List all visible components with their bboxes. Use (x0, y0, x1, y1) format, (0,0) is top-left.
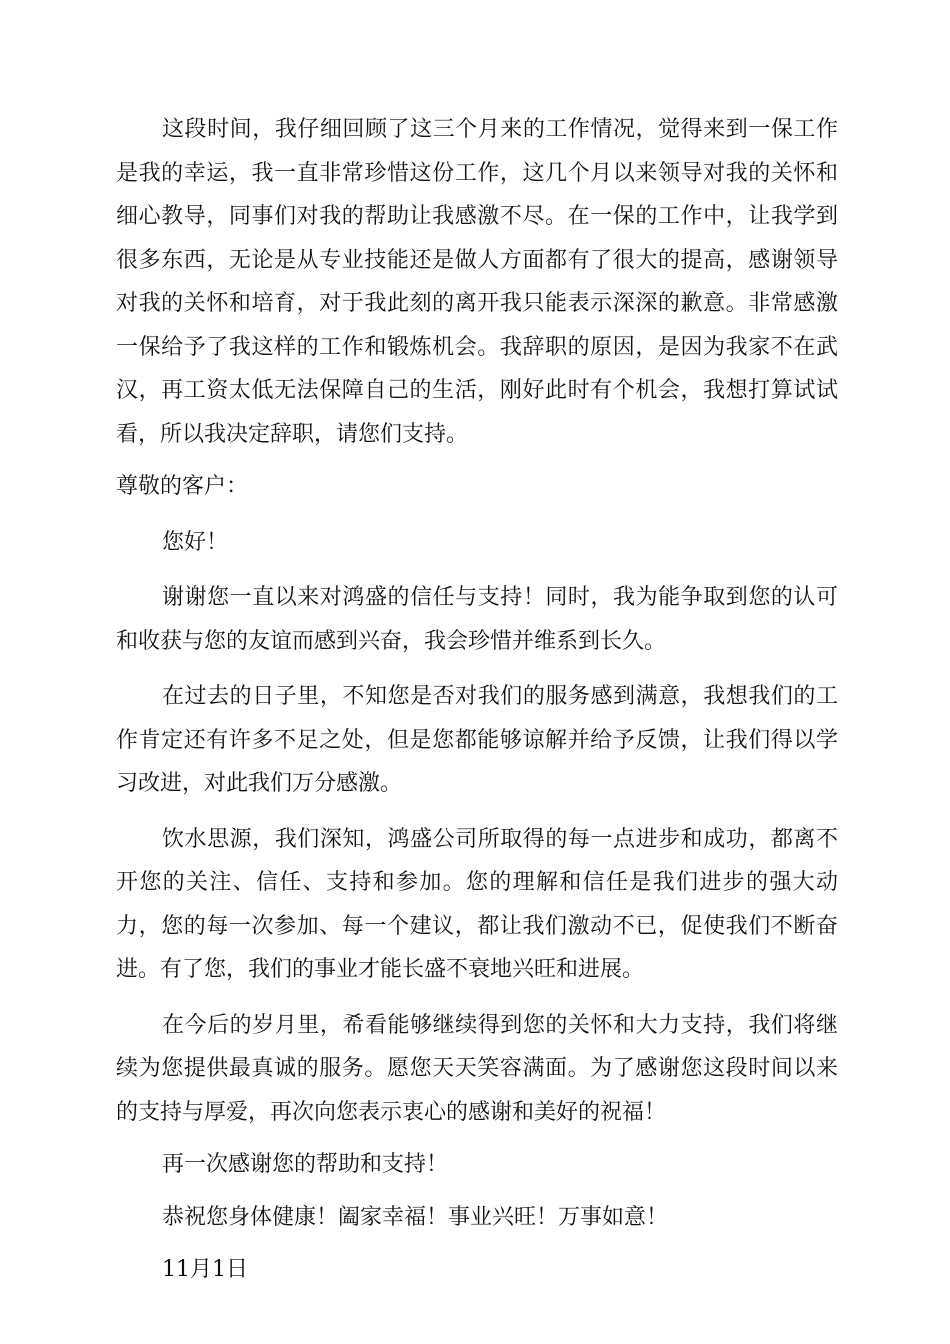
thanks-again-line: 再一次感谢您的帮助和支持！ (162, 1152, 449, 1177)
wishes-line: 恭祝您身体健康！阖家幸福！事业兴旺！万事如意！ (162, 1204, 669, 1230)
date-line: 11月1日 (162, 1257, 248, 1282)
thanks-paragraph: 谢谢您一直以来对鸿盛的信任与支持！同时，我为能争取到您的认可和收获与您的友谊而感到兴奋，我会珍惜并维系到长久。 (116, 585, 838, 654)
salutation: 尊敬的客户： (116, 474, 249, 499)
document-body (116, 108, 838, 1292)
future-paragraph: 在今后的岁月里，希看能够继续得到您的关怀和大力支持，我们将继续为您提供最真诚的服务。愿您天天笑容满面。为了感谢您这段时间以来的支持与厚爱，再次向您表示衷心的感谢和美好的祝福！ (116, 1012, 838, 1125)
greeting: 您好！ (162, 529, 229, 555)
past-paragraph: 在过去的日子里，不知您是否对我们的服务感到满意，我想我们的工作肯定还有许多不足之处，但是您都能够谅解并给予反馈，让我们得以学习改进，对此我们万分感激。 (116, 684, 838, 796)
resignation-paragraph: 这段时间，我仔细回顾了这三个月来的工作情况，觉得来到一保工作是我的幸运，我一直非常珍惜这份工作，这几个月以来领导对我的关怀和细心教导，同事们对我的帮助让我感激不尽。在一保的工作中，让我学到很多东西，无论是从专业技能还是做人方面都有了很大的提高，感谢领导对我的关怀和培育，对于我此刻的离开我只能表示深深的歉意。非常感激一保给予了我这样的工作和锻炼机会。我辞职的原因，是因为我家不在武汉，再工资太低无法保障自己的生活，刚好此时有个机会，我想打算试试看，所以我决定辞职，请您们支持。 (116, 117, 838, 447)
source-paragraph: 饮水思源，我们深知，鸿盛公司所取得的每一点进步和成功，都离不开您的关注、信任、支持和参加。您的理解和信任是我们进步的强大动力，您的每一次参加、每一个建议，都让我们激动不已，促使我们不断奋进。有了您，我们的事业才能长盛不衰地兴旺和进展。 (116, 826, 838, 982)
